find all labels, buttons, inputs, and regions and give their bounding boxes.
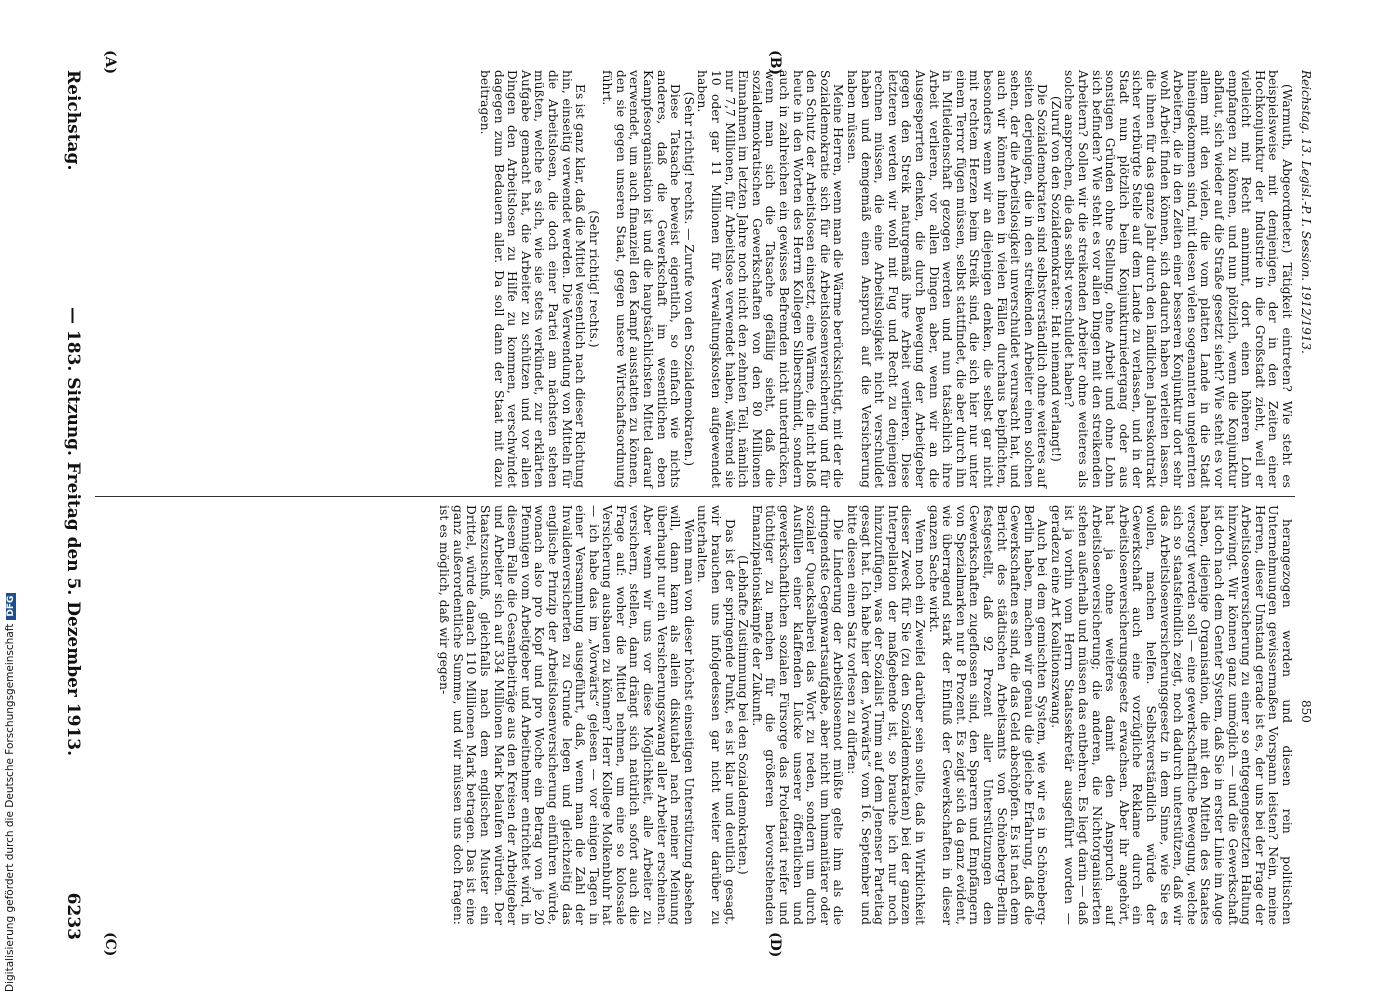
paragraph: Das ist der springende Punkt, es ist klar und deutlich gesagt, wir brauchen uns infolgedessen gar nicht weiter darüber zu unterhalten.	[695, 505, 737, 925]
paragraph: Diese Tatsache beweist eigentlich, so einfach wie nichts anderes, daß die Gewerkschaft im wesentlichen eben Kampfesorganisation ist und die hauptsächlichsten Mittel darauf verwendet, um auch finanziell den Kampf ausstatten zu können, den sie gegen unseren Staat, gegen unsere Wirtschaftsordnung führt.	[600, 70, 683, 488]
header-middle: — 183. Sitzung. Freitag den 5. Dezember 1913.	[63, 306, 83, 757]
page-header	[58, 70, 88, 940]
paragraph: Die Sozialdemokraten sind selbstverständlich ohne weiteres auf seiten derjenigen, die in den streikenden Arbeiter einen solchen sehen, der die Arbeitslosigkeit unverschuldet verursacht hat, und auch wir können ihnen in vielen Fällen durchaus beipflichten, besonders wenn wir an diejenigen denken, die selbst gar nicht mit rechtem Herzen beim Streik sind, die sich hier nur unter einem Terror fügen müssen, selbst stattfindet, die aber durch ihn in Mitleidenschaft gezogen werden und nun tatsächlich ihre Arbeit verlieren, vor allen Dingen aber, wenn wir an die Ausgesperrten denken, die durch Bewegung der Arbeitgeber gegen den Streik naturgemäß ihre Arbeit verlieren. Diese letzteren werden wir wohl mit Fug und Recht zu denjenigen rechnen müssen, die eine Arbeitslosigkeit nicht verschuldet haben und demgemäß einen Anspruch auf die Versicherung haben müssen.	[845, 70, 1050, 488]
paragraph: (Lebhafte Zustimmung bei den Sozialdemokraten.)	[736, 555, 751, 875]
paragraph: (Sehr richtig! rechts. — Zurufe von den Sozialdemokraten.)	[681, 91, 696, 467]
margin-marker-b: (B)	[767, 50, 783, 76]
paragraph: Wenn man von dieser höchst einseitigen Unterstützung absehen will, dann kann als allein diskutabel nach meiner Meinung überhaupt nur ein Versicherungszwang aller Arbeiter erscheinen. Aber wenn wir uns vor diese Möglichkeit, alle Arbeiter zu versichern, stellen, dann drängt sich natürlich sofort auch die Frage auf: woher die Mittel nehmen, um eine so kolossale Versicherung ausbauen zu können? Herr Kollege Molkenbuhr hat — ich habe das im „Vorwärts“ gelesen — vor einigen Tagen in einer Versammlung ausgeführt, daß, wenn man die Zahl der Invalidenversicherten zu Grunde legen und gleichzeitig das englische Prinzip der Arbeitslosenversicherung einführen würde, wonach also pro Kopf und pro Woche ein Betrag von je 20 Pfennigen vom Arbeitgeber und Arbeitnehmer entrichtet wird, in diesem Falle die Gesamtbeiträge aus den Kreisen der Arbeitgeber und Arbeiter sich auf 334 Millionen Mark belaufen würden. Der Staatszuschuß, gleichfalls nach dem englischen Muster ein Drittel, würde danach 110 Millionen Mark betragen. Das ist eine ganz außerordentliche Summe, und wir müssen uns doch fragen: ist es möglich, daß wir gegen-	[437, 505, 696, 925]
paragraph: herangezogen werden und diesen rein politischen Unternehmungen gewissermaßen Vorspann leisten? Nein, meine Herren, dieser Umstand gerade ist es, der uns bei der Frage der Arbeitslosenversicherung zu einer so entgegengesetzten Haltung hinzwingt. Wir können ganz unmöglich — und die Gewerkschaft ist doch nach dem Genter System, daß Sie in erster Linie im Auge haben, diejenige Organisation, die mit den Mitteln des Staates versorgt werden soll — eine gewerkschaftliche Bewegung, welche sich so staatsfeindlich zeigt, noch dadurch unterstützen, daß wir das Arbeitslosenversicherungsgesetz in dem Sinne, wie Sie es wollen, machen helfen. Selbstverständlich würde der Gewerkschaft auch eine vorzügliche Reklame durch ein Arbeitslosenversicherungsgesetz erwachsen. Aber ihr angehört, hat ja ohne weiteres damit den Anspruch auf Arbeitslosenversicherung; die anderen, die Nichtorganisierten stehen außerhalb und müssen das entbehren. Es liegt darin — daß ist ja vorhin vom Herrn Staatssekretär ausgeführt worden — geradezu eine Art Koalitionszwang.	[1048, 505, 1294, 925]
paragraph: Auch bei dem gemischten System, wie wir es in Schöneberg-Berlin haben, machen wir genau die gleiche Erfahrung, daß die Gewerkschaften es sind, die das Geld abschöpfen. Es ist nach dem Bericht des städtischen Arbeitsamts von Schöneberg-Berlin festgestellt, daß 92 Prozent aller Unterstützungen den Gewerkschaften zugeflossen sind, den Sparern und Empfängern von Spezialmarken nur 8 Prozent. Es zeigt sich da ganz evident, wie überragend stark der Einfluß der Gewerkschaften in dieser ganzen Sache wirkt.	[926, 505, 1050, 925]
dfg-logo: DFG	[6, 593, 16, 620]
left-column	[98, 70, 1293, 488]
footer-sheet-number: 850	[1299, 700, 1313, 723]
paragraph: (Warmuth, Abgeordneter.) Tätigkeit eintreten? Wie steht es beispielsweise mit demjenigen, der in den Zeiten einer Hochkonjunktur der Industrie in die Großstadt zieht, weil er vielleicht mit Recht annimmt, dort einen höheren Lohn empfangen zu können, und nun plötzlich, wenn die Konjunktur abflaut, sich wieder auf die Straße gesetzt sieht? Wie steht es vor allem mit den vielen, die vom platten Lande in die Stadt hineingekommen sind, mit diesen vielen sogenannten ungelernten Arbeitern, die in den Zeiten einer besseren Konjunktur dort sehr wohl Arbeit finden können, sich dadurch haben verleiten lassen, die ihnen für das ganze Jahr durch den ländlichen Jahreskontrakt sicher verbürgte Stelle auf dem Lande zu verlassen, und in der Stadt nun plötzlich beim Konjunkturniedergang oder aus sonstigen Gründen ohne Stellung, ohne Arbeit und ohne Lohn sich befinden? Wie steht es vor allen Dingen mit den streikenden Arbeitern? Sollen wir die streikenden Arbeiter ohne weiteres als solche ansprechen, die das selbst verschuldet haben?	[1062, 70, 1294, 488]
margin-marker-a: (A)	[102, 50, 118, 75]
paragraph: Meine Herren, wenn man die Wärme berücksichtigt, mit der die Sozialdemokratie sich für die Arbeitslosenversicherung und für den Schutz der Arbeitslosen einsetzt, eine Wärme, die nicht bloß heute in den Worten des Herrn Kollegen Silberschmidt, sondern auch in zahlreichen ein gewisses Befremden nicht unterdrücken, wenn man sich die Tatsache gefällig sieht, daß die sozialdemokratischen Gewerkschaften von den 80 Millionen Einnahmen im letzten Jahre noch nicht den zehnten Teil, nämlich nur 7,7 Millionen, für Arbeitslose verwendet haben, während sie 10 oder gar 11 Millionen für Verwaltungskosten aufgewendet haben.	[695, 70, 846, 488]
header-left: Reichstag.	[63, 70, 83, 171]
digitization-credit	[4, 593, 16, 992]
footer-source: Reichstag. 13. Legisl.-P. I. Session. 1912/1913.	[1299, 70, 1313, 354]
paragraph: Es ist ganz klar, daß die Mittel wesentlich nach dieser Richtung hin, einseitig verwendet werden. Die Verwendung von Mitteln für die Arbeitslosen, die doch einer Partei am nächsten stehen müßten, welche es sich, wie sie stets verkündet, zur erklärten Aufgabe gemacht hat, die Arbeiter zu schützen und vor allen Dingen den Arbeitslosen zu Hilfe zu kommen, verschwindet dagegen zum Bedauern aller. Da soll dann der Staat mit dazu beitragen.	[477, 70, 588, 488]
paragraph: (Zuruf von den Sozialdemokraten: Hat niemand verlangt!)	[1048, 95, 1063, 463]
right-column	[98, 505, 1293, 925]
paragraph: Wenn noch ein Zweifel darüber sein sollte, daß in Wirklichkeit dieser Zweck für Sie (zu den Sozialdemokraten) bei der ganzen Interpellation der maßgebende ist, so brauche ich nur noch hinzuzufügen, was der Sozialist Timm auf dem Jenenser Parteitag gesagt hat. Ich habe hier den „Vorwärts“ vom 16. September und bitte diesen einen Satz vorlesen zu dürfen:	[845, 505, 927, 925]
column-divider	[95, 496, 1295, 497]
page-number: 6233	[63, 892, 83, 940]
credit-text: Digitalisierung gefördert durch die Deutsche Forschungsgemeinschaft	[4, 623, 16, 992]
paragraph: (Sehr richtig! rechts.)	[586, 210, 601, 348]
paragraph: Die Linderung der Arbeitslosennot müßte gelte ihm als die dringendste Gegenwartsaufgabe, aber nicht um humanitärer oder sozialer Quacksalberei das Wort zu reden, sondern um durch Ausfüllen einer klaffenden Lücke unserer öffentlichen und gewerkschaftlichen sozialen Fürsorge das Proletariat reifer und tüchtiger zu machen für die größeren bevorstehenden Emanzipationskämpfe der Zukunft.	[749, 505, 846, 925]
margin-marker-d: (D)	[767, 932, 783, 958]
margin-marker-c: (C)	[102, 932, 118, 957]
